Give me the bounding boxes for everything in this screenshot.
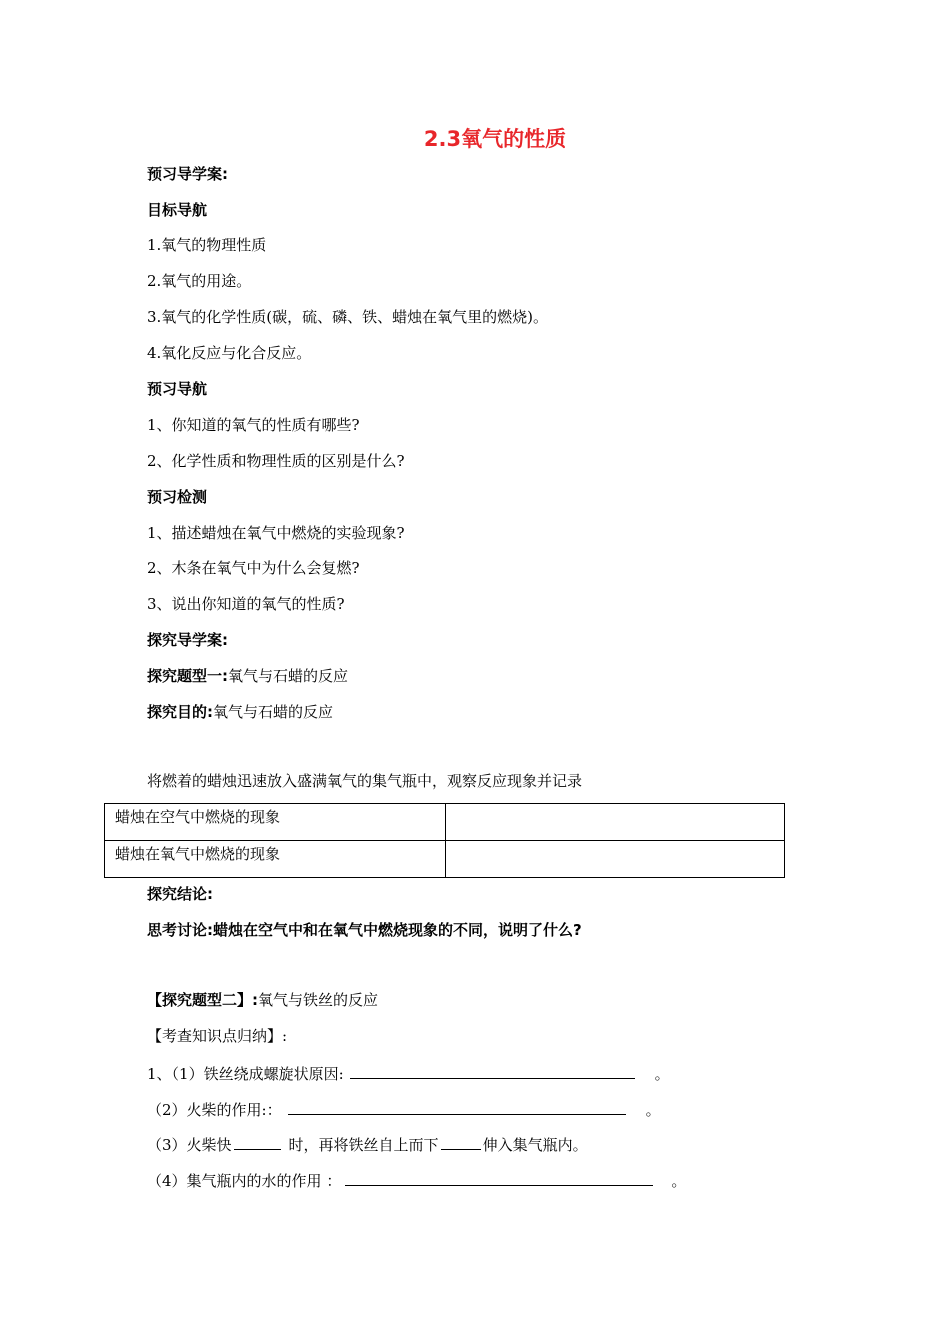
q2-blank[interactable] (288, 1098, 626, 1115)
q4-prefix: （4）集气瓶内的水的作用 ： (147, 1172, 342, 1190)
q1-suffix: 。 (654, 1065, 670, 1083)
q2-suffix: 。 (645, 1101, 661, 1119)
goal-item: 1.氧气的物理性质 (147, 236, 267, 254)
q1-prefix: 1、（1）铁丝绕成螺旋状原因: (147, 1065, 344, 1083)
q4-blank[interactable] (345, 1169, 653, 1186)
question-2 (147, 1098, 661, 1120)
type1-line (147, 666, 348, 686)
purpose-line (147, 702, 333, 722)
goals-heading: 目标导航 (147, 201, 208, 219)
page-title: 2.3氧气的性质 (423, 127, 567, 151)
preview-check-item: 1、描述蜡烛在氧气中燃烧的实验现象? (147, 524, 405, 542)
observation-table (104, 803, 785, 878)
q3-blank-1[interactable] (234, 1133, 281, 1150)
q3-part1: （3）火柴快 (147, 1136, 232, 1154)
q4-suffix: 。 (671, 1172, 687, 1190)
type2-line (147, 990, 378, 1010)
discussion-text: 思考讨论:蜡烛在空气中和在氧气中燃烧现象的不同，说明了什么? (147, 921, 582, 939)
goal-item: 3.氧气的化学性质(碳，硫、磷、铁、蜡烛在氧气里的燃烧)。 (147, 308, 549, 326)
question-4 (147, 1169, 686, 1191)
purpose-text: 氧气与石蜡的反应 (213, 703, 334, 721)
q3-blank-2[interactable] (441, 1133, 481, 1150)
type1-label: 探究题型一: (147, 667, 228, 685)
knowledge-heading: 【考查知识点归纳】: (147, 1027, 288, 1045)
type2-label: 【探究题型二】: (147, 991, 258, 1009)
type2-text: 氧气与铁丝的反应 (258, 991, 379, 1009)
preview-nav-item: 2、化学性质和物理性质的区别是什么? (147, 452, 405, 470)
preview-nav-heading: 预习导航 (147, 380, 208, 398)
table-cell-value[interactable] (446, 804, 785, 841)
q3-part2: 时，再将铁丝自上而下 (288, 1136, 439, 1154)
goal-item: 4.氧化反应与化合反应。 (147, 344, 312, 362)
preview-check-item: 2、木条在氧气中为什么会复燃? (147, 559, 360, 577)
table-cell-label: 蜡烛在氧气中燃烧的现象 (105, 841, 446, 878)
table-row (105, 841, 785, 878)
conclusion-heading: 探究结论: (147, 885, 213, 903)
q3-part3: 伸入集气瓶内。 (482, 1136, 588, 1154)
purpose-label: 探究目的: (147, 703, 213, 721)
goal-item: 2.氧气的用途。 (147, 272, 252, 290)
instruction-text: 将燃着的蜡烛迅速放入盛满氧气的集气瓶中，观察反应现象并记录 (147, 772, 583, 790)
preview-check-heading: 预习检测 (147, 488, 208, 506)
preview-check-item: 3、说出你知道的氧气的性质? (147, 595, 345, 613)
table-cell-label: 蜡烛在空气中燃烧的现象 (105, 804, 446, 841)
type1-text: 氧气与石蜡的反应 (228, 667, 349, 685)
table-cell-value[interactable] (446, 841, 785, 878)
q2-prefix: （2）火柴的作用:： (147, 1101, 282, 1119)
preview-heading: 预习导学案: (147, 165, 228, 183)
question-1 (147, 1062, 670, 1084)
q1-blank[interactable] (350, 1062, 635, 1079)
preview-nav-item: 1、你知道的氧气的性质有哪些? (147, 416, 360, 434)
inquiry-heading: 探究导学案: (147, 631, 228, 649)
table-row (105, 804, 785, 841)
question-3 (147, 1133, 588, 1155)
